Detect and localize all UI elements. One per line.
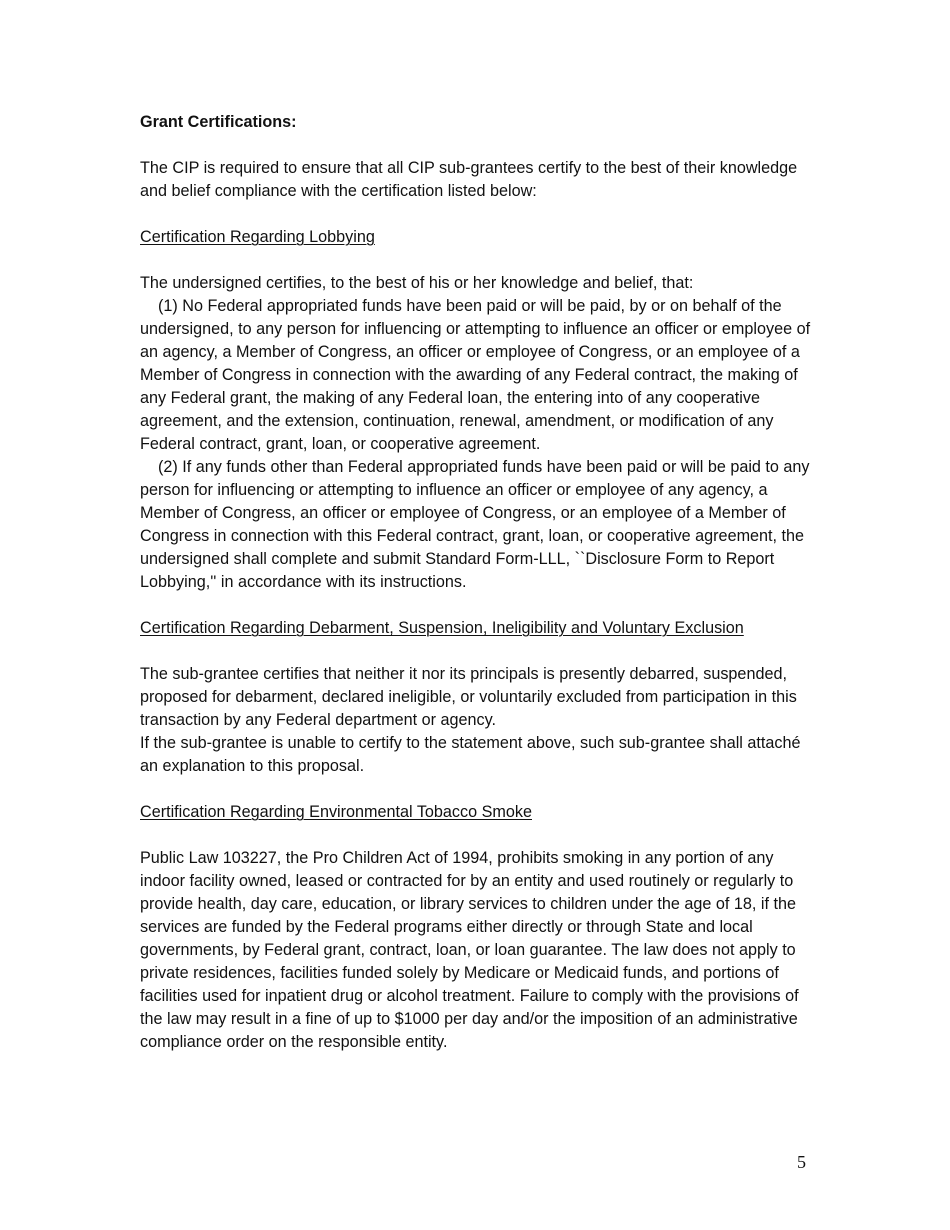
lobbying-clause-1: (1) No Federal appropriated funds have been paid or will be paid, by or on behalf of the undersigned, to any person for influencing or attempting to influence an officer or employee of an agency, a Member of Congress, an officer or employee of Congress, or an employee of a Member of Congress in connection with the awarding of any Federal contract, the making of any Federal grant, the making of any Federal loan, the entering into of any cooperative agreement, and the extension, continuation, renewal, amendment, or modification of any Federal contract, grant, loan, or cooperative agreement. bbox=[140, 297, 811, 453]
spacer bbox=[140, 594, 812, 617]
section-heading-tobacco-smoke: Certification Regarding Environmental Tobacco Smoke bbox=[140, 803, 532, 821]
spacer bbox=[140, 640, 812, 663]
document-title: Grant Certifications: bbox=[140, 113, 297, 131]
debarment-paragraph-1: The sub-grantee certifies that neither it nor its principals is presently debarred, suspended, proposed for debarment, declared ineligible, or voluntarily excluded from participation in this transaction by any Federal department or agency. bbox=[140, 665, 797, 729]
section-heading-lobbying: Certification Regarding Lobbying bbox=[140, 228, 375, 246]
page-number: 5 bbox=[797, 1152, 806, 1172]
section-heading-debarment: Certification Regarding Debarment, Suspension, Ineligibility and Voluntary Exclusion bbox=[140, 619, 744, 637]
document-page bbox=[140, 111, 812, 1054]
tobacco-smoke-paragraph: Public Law 103227, the Pro Children Act of 1994, prohibits smoking in any portion of any indoor facility owned, leased or contracted for by an entity and used routinely or regularly to provide health, day care, education, or library services to children under the age of 18, if the services are funded by the Federal programs either directly or through State and local governments, by Federal grant, contract, loan, or loan guarantee. The law does not apply to private residences, facilities funded solely by Medicare or Medicaid funds, and portions of facilities used for inpatient drug or alcohol treatment. Failure to comply with the provisions of the law may result in a fine of up to $1000 per day and/or the imposition of an administrative compliance order on the responsible entity. bbox=[140, 849, 799, 1051]
spacer bbox=[140, 134, 812, 157]
spacer bbox=[140, 203, 812, 226]
lobbying-lead-paragraph: The undersigned certifies, to the best of his or her knowledge and belief, that: bbox=[140, 274, 694, 292]
spacer bbox=[140, 249, 812, 272]
lobbying-clause-2: (2) If any funds other than Federal appropriated funds have been paid or will be paid to any person for influencing or attempting to influence an officer or employee of any agency, a Member of Congress, an officer or employee of Congress, or an employee of a Member of Congress in connection with this Federal contract, grant, loan, or cooperative agreement, the undersigned shall complete and submit Standard Form-LLL, ``Disclosure Form to Report Lobbying,'' in accordance with its instructions. bbox=[140, 458, 810, 591]
intro-paragraph: The CIP is required to ensure that all CIP sub-grantees certify to the best of their knowledge and belief compliance with the certification listed below: bbox=[140, 159, 798, 200]
debarment-paragraph-2: If the sub-grantee is unable to certify to the statement above, such sub-grantee shall attaché an explanation to this proposal. bbox=[140, 734, 801, 775]
spacer bbox=[140, 824, 812, 847]
spacer bbox=[140, 778, 812, 801]
